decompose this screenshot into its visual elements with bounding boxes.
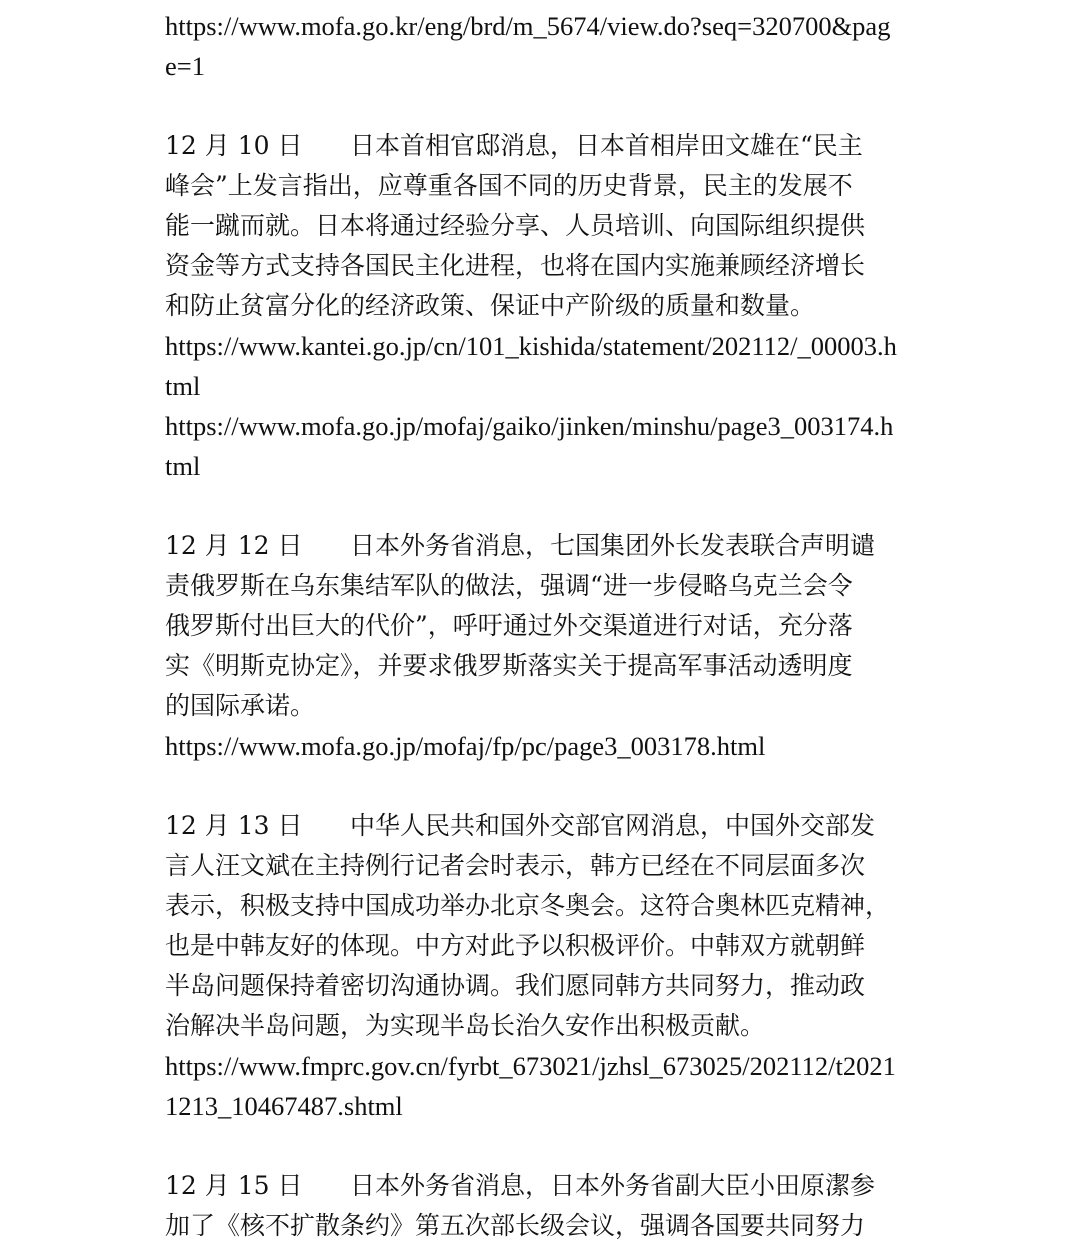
entry-text: 日本外务省消息，日本外务省副大臣小田原潔参 [350,1171,876,1200]
entry-date: 12 月 13 日 [165,811,303,840]
entry-text: 俄罗斯付出巨大的代价”，呼吁通过外交渠道进行对话，充分落 [165,611,853,640]
url-line[interactable]: tml [165,451,201,481]
entry-url-block [165,6,917,86]
entry-text: 能一蹴而就。日本将通过经验分享、人员培训、向国际组织提供 [165,211,866,240]
entry-text: 表示，积极支持中国成功举办北京冬奥会。这符合奥林匹克精神， [165,891,891,920]
url-line[interactable]: https://www.fmprc.gov.cn/fyrbt_673021/jzhsl_673025/202112/t2021 [165,1051,896,1081]
paragraph-gap [165,1126,917,1166]
news-entry [165,1166,917,1246]
entry-text: 言人汪文斌在主持例行记者会时表示，韩方已经在不同层面多次 [165,851,866,880]
entry-text: 半岛问题保持着密切沟通协调。我们愿同韩方共同努力，推动政 [165,971,866,1000]
news-entry [165,806,917,1126]
entry-text: 的国际承诺。 [165,691,316,720]
entry-text: 和防止贫富分化的经济政策、保证中产阶级的质量和数量。 [165,291,816,320]
entry-text: 日本外务省消息，七国集团外长发表联合声明谴 [350,531,876,560]
entry-text: 治解决半岛问题，为实现半岛长治久安作出积极贡献。 [165,1011,766,1040]
url-line[interactable]: https://www.kantei.go.jp/cn/101_kishida/statement/202112/_00003.h [165,331,897,361]
entry-first-line [165,126,917,166]
entry-text: 加了《核不扩散条约》第五次部长级会议，强调各国要共同努力 [165,1211,866,1240]
entry-text: 日本首相官邸消息，日本首相岸田文雄在“民主 [350,131,863,160]
url-line[interactable]: e=1 [165,51,205,81]
url-line[interactable]: tml [165,371,201,401]
entry-first-line [165,1166,917,1206]
paragraph-gap [165,86,917,126]
entry-text: 中华人民共和国外交部官网消息，中国外交部发 [350,811,876,840]
entry-first-line [165,526,917,566]
entry-date: 12 月 10 日 [165,131,303,160]
document-page [165,6,917,1246]
entry-date: 12 月 15 日 [165,1171,303,1200]
url-line[interactable]: https://www.mofa.go.jp/mofaj/gaiko/jinken/minshu/page3_003174.h [165,411,894,441]
url-line[interactable]: 1213_10467487.shtml [165,1091,403,1121]
entry-text: 实《明斯克协定》，并要求俄罗斯落实关于提高军事活动透明度 [165,651,853,680]
news-entry [165,526,917,766]
entry-text: 资金等方式支持各国民主化进程，也将在国内实施兼顾经济增长 [165,251,866,280]
paragraph-gap [165,766,917,806]
entry-date: 12 月 12 日 [165,531,303,560]
entry-first-line [165,806,917,846]
news-entry [165,126,917,486]
url-line[interactable]: https://www.mofa.go.jp/mofaj/fp/pc/page3_003178.html [165,731,766,761]
entry-text: 也是中韩友好的体现。中方对此予以积极评价。中韩双方就朝鲜 [165,931,866,960]
paragraph-gap [165,486,917,526]
url-line[interactable]: https://www.mofa.go.kr/eng/brd/m_5674/view.do?seq=320700&pag [165,11,891,41]
entry-text: 峰会”上发言指出，应尊重各国不同的历史背景，民主的发展不 [165,171,853,200]
entry-text: 责俄罗斯在乌东集结军队的做法，强调“进一步侵略乌克兰会令 [165,571,853,600]
